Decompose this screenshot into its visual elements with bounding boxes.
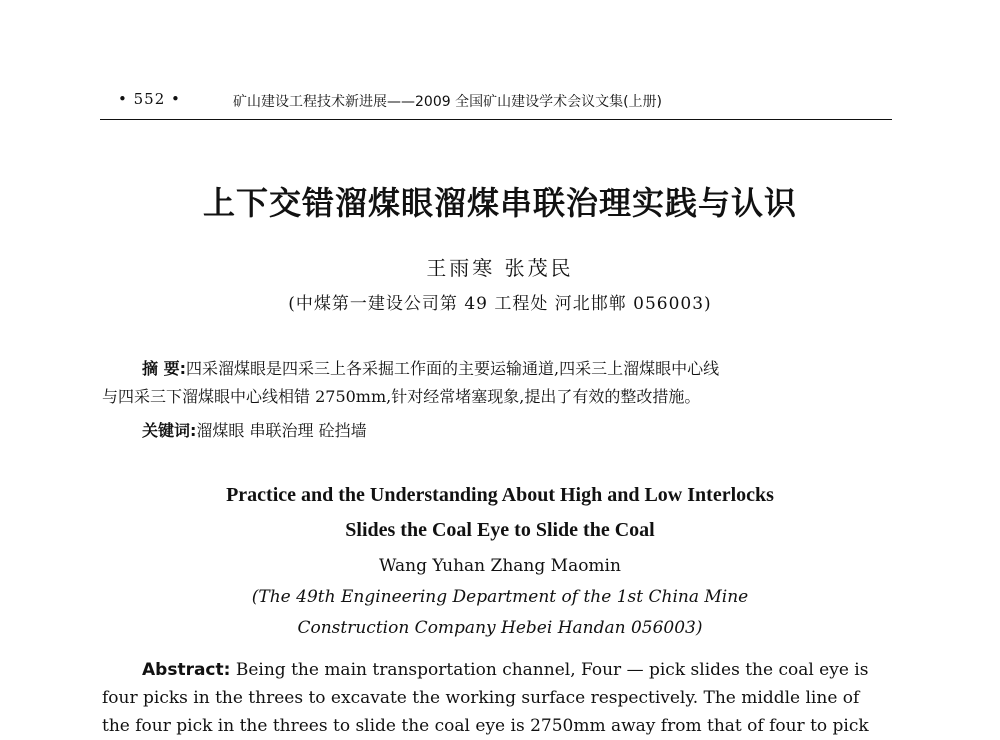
abstract-cn <box>102 355 892 411</box>
article-title-en-line1: Practice and the Understanding About High and Low Interlocks <box>226 484 774 506</box>
abstract-label-cn: 摘 要: <box>142 359 186 378</box>
keywords-cn <box>142 418 367 441</box>
article-title-cn: 上下交错溜煤眼溜煤串联治理实践与认识 <box>202 184 797 222</box>
running-header <box>118 90 890 114</box>
affiliation-cn: (中煤第一建设公司第 49 工程处 河北邯郸 056003) <box>288 294 712 314</box>
affiliation-en-line1: (The 49th Engineering Department of the 1st China Mine <box>251 587 749 607</box>
page-number: • 552 • <box>118 90 181 108</box>
abstract-label-en: Abstract: <box>142 660 231 680</box>
abstract-en-line2: four picks in the threes to excavate the working surface respectively. The middle line of <box>102 688 860 708</box>
article-title-en-line2: Slides the Coal Eye to Slide the Coal <box>345 519 655 541</box>
abstract-en-line1: Being the main transportation channel, Four — pick slides the coal eye is <box>235 660 869 680</box>
abstract-cn-line1: 四采溜煤眼是四采三上各采掘工作面的主要运输通道,四采三上溜煤眼中心线 <box>185 359 720 378</box>
header-rule <box>100 119 892 120</box>
keywords-cn-values: 溜煤眼 串联治理 砼挡墙 <box>196 421 367 440</box>
abstract-en <box>102 656 892 740</box>
affiliation-en-line2: Construction Company Hebei Handan 056003) <box>297 618 703 638</box>
abstract-en-line3: the four pick in the threes to slide the coal eye is 2750mm away from that of four to pick <box>102 716 869 736</box>
running-title: 矿山建设工程技术新进展——2009 全国矿山建设学术会议文集(上册) <box>233 94 663 110</box>
keywords-label-cn: 关键词: <box>142 421 197 440</box>
authors-cn: 王雨寒 张茂民 <box>426 256 574 280</box>
abstract-cn-line2: 与四采三下溜煤眼中心线相错 2750mm,针对经常堵塞现象,提出了有效的整改措施。 <box>102 387 701 406</box>
authors-en: Wang Yuhan Zhang Maomin <box>379 556 621 576</box>
